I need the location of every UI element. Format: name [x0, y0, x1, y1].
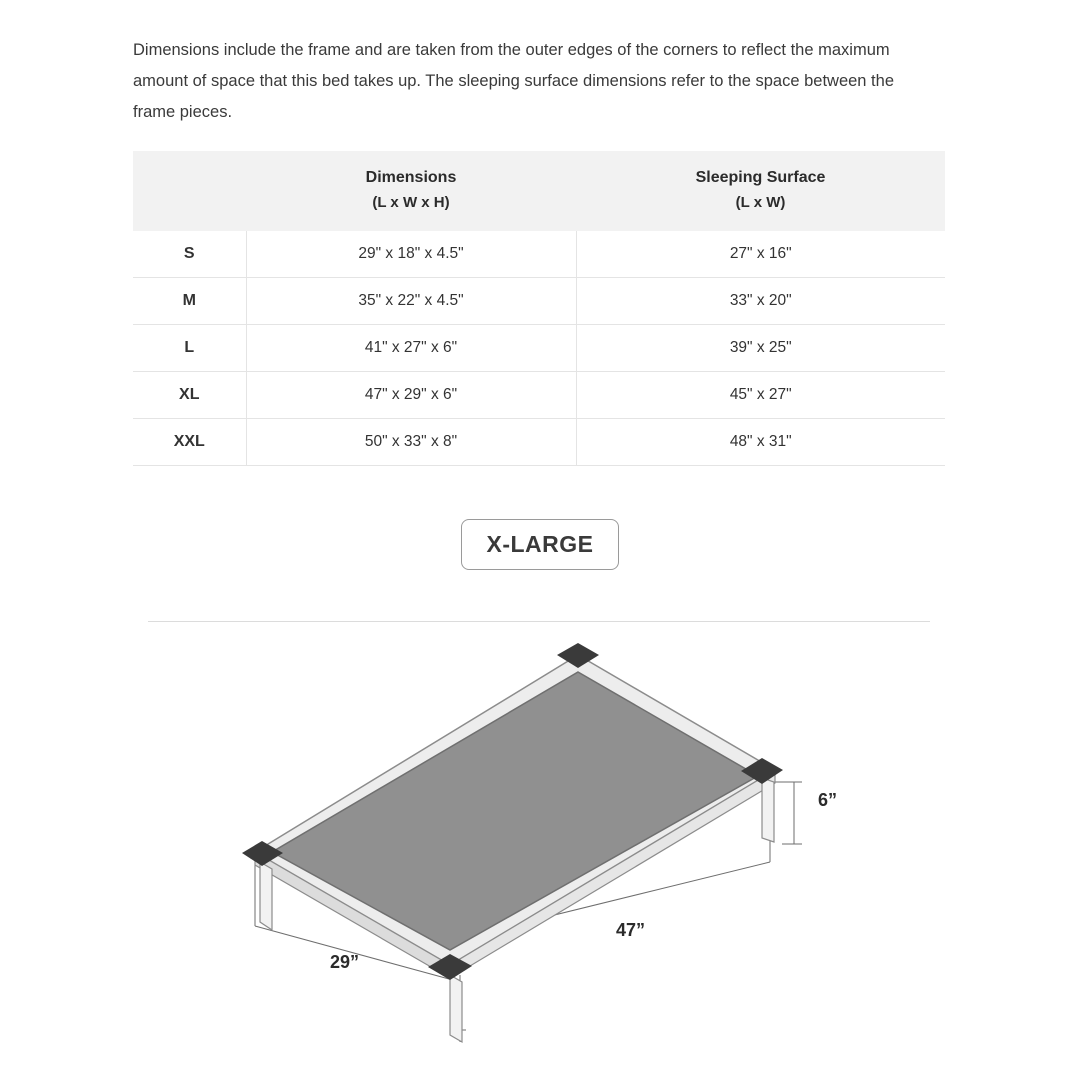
- row-dimensions: 35" x 22" x 4.5": [246, 278, 576, 325]
- row-sleeping: 39" x 25": [576, 325, 945, 372]
- length-dimension-label: 47”: [616, 920, 646, 940]
- table-header: [133, 151, 945, 231]
- row-dimensions: 29" x 18" x 4.5": [246, 231, 576, 278]
- width-dimension-label: 29”: [330, 952, 360, 972]
- row-dimensions: 41" x 27" x 6": [246, 325, 576, 372]
- table-header-row: [133, 151, 945, 231]
- selected-size-badge[interactable]: [461, 519, 619, 570]
- row-size: XL: [133, 372, 246, 419]
- leg-right: [762, 778, 774, 842]
- table-header-dimensions-sub: (L x W x H): [372, 194, 450, 211]
- table-header-corner: [133, 151, 246, 231]
- row-size: XXL: [133, 419, 246, 466]
- table-header-dimensions: [246, 151, 576, 231]
- leg-left: [260, 862, 272, 930]
- row-sleeping: 48" x 31": [576, 419, 945, 466]
- height-dimension-label: 6”: [818, 790, 838, 810]
- row-dimensions: 47" x 29" x 6": [246, 372, 576, 419]
- table-row: [133, 231, 945, 278]
- bed-frame: [242, 643, 783, 1042]
- row-sleeping: 27" x 16": [576, 231, 945, 278]
- table-row: [133, 372, 945, 419]
- row-size: L: [133, 325, 246, 372]
- table-header-sleeping-title: Sleeping Surface: [695, 169, 826, 186]
- selected-size-label: X-LARGE: [486, 531, 594, 557]
- table-header-sleeping-sub: (L x W): [735, 194, 786, 211]
- table-row: [133, 278, 945, 325]
- row-sleeping: 45" x 27": [576, 372, 945, 419]
- table-header-dimensions-title: Dimensions: [365, 169, 457, 186]
- bed-illustration: [150, 630, 930, 1070]
- leg-front: [450, 975, 462, 1042]
- intro-paragraph: Dimensions include the frame and are taken from the outer edges of the corners to reflect the maximum amount of space that this bed takes up. The sleeping surface dimensions refer to the space between the frame pieces.: [133, 40, 894, 121]
- size-chart-table: [133, 151, 945, 466]
- section-divider: [148, 621, 930, 622]
- row-size: S: [133, 231, 246, 278]
- table-row: [133, 325, 945, 372]
- row-sleeping: 33" x 20": [576, 278, 945, 325]
- table-row: [133, 419, 945, 466]
- bed-illustration-svg: [150, 630, 930, 1070]
- row-size: M: [133, 278, 246, 325]
- table-header-sleeping: [576, 151, 945, 231]
- table-body: [133, 231, 945, 466]
- row-dimensions: 50" x 33" x 8": [246, 419, 576, 466]
